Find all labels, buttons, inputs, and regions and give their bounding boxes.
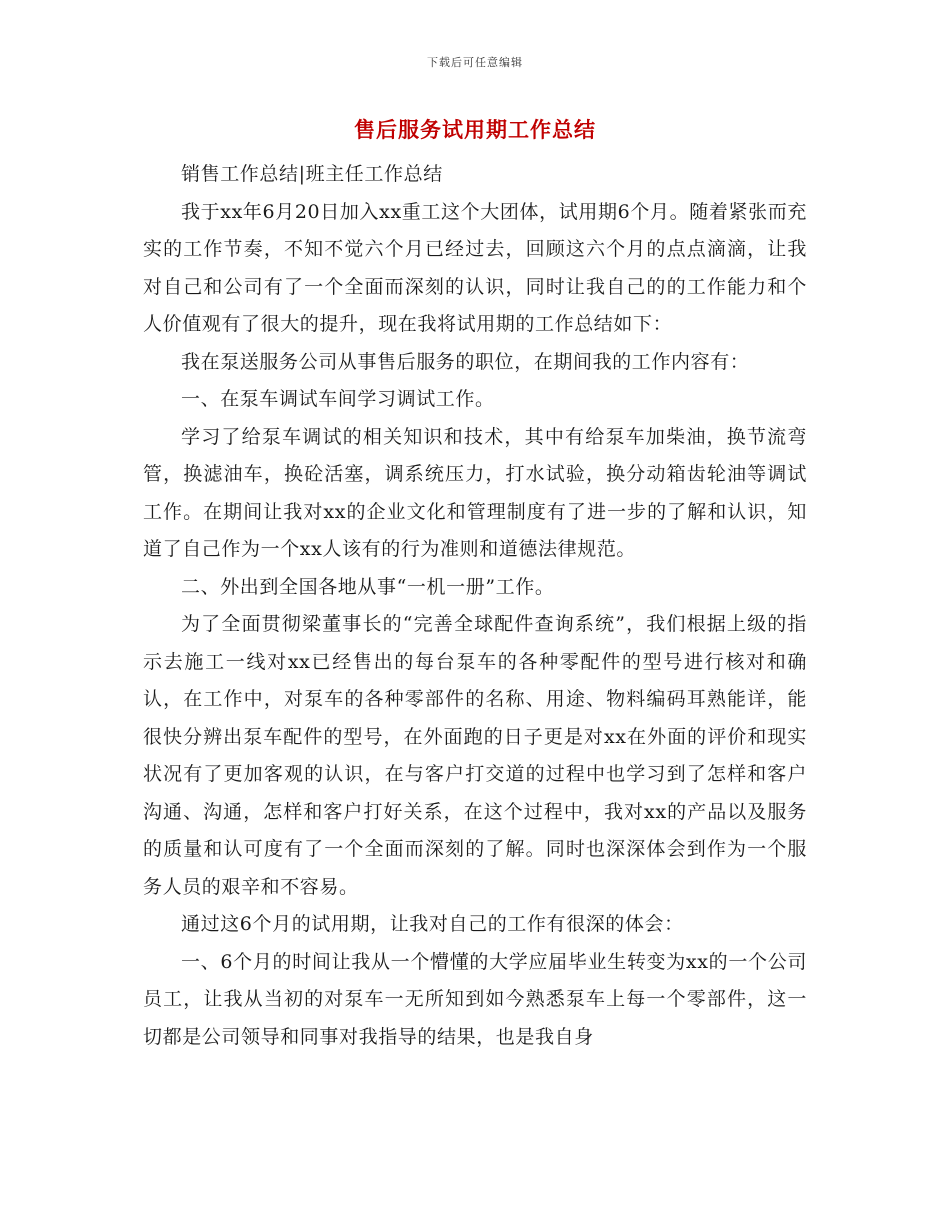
body-paragraph: 为了全面贯彻梁董事长的“完善全球配件查询系统”，我们根据上级的指示去施工一线对xx已经售出的每台泵车的各种零配件的型号进行核对和确认，在工作中，对泵车的各种零部件的名称、用途、物料编码耳熟能详，能很快分辨出泵车配件的型号，在外面跑的日子更是对xx在外面的评价和现实状况有了更加客观的认识，在与客户打交道的过程中也学习到了怎样和客户沟通、沟通，怎样和客户打好关系，在这个过程中，我对xx的产品以及服务的质量和认可度有了一个全面而深刻的了解。同时也深深体会到作为一个服务人员的艰辛和不容易。 [143, 613, 807, 898]
body-paragraph: 一、6个月的时间让我从一个懵懂的大学应届毕业生转变为xx的一个公司员工，让我从当初的对泵车一无所知到如今熟悉泵车上每一个零部件，这一切都是公司领导和同事对我指导的结果，也是我自身 [143, 950, 807, 1048]
body-paragraph: 销售工作总结|班主任工作总结 [181, 163, 443, 185]
page-header-note: 下载后可任意编辑 [427, 56, 523, 69]
body-paragraph: 学习了给泵车调试的相关知识和技术，其中有给泵车加柴油，换节流弯管，换滤油车，换砼活塞，调系统压力，打水试验，换分动箱齿轮油等调试工作。在期间让我对xx的企业文化和管理制度有了进一步的了解和认识，知道了自己作为一个xx人该有的行为准则和道德法律规范。 [143, 425, 807, 560]
document-body [143, 156, 807, 1056]
body-paragraph: 一、在泵车调试车间学习调试工作。 [181, 388, 495, 410]
body-paragraph: 我在泵送服务公司从事售后服务的职位，在期间我的工作内容有： [181, 350, 750, 373]
document-title: 售后服务试用期工作总结 [354, 117, 596, 142]
body-paragraph: 通过这6个月的试用期，让我对自己的工作有很深的体会： [181, 913, 684, 935]
body-paragraph: 二、外出到全国各地从事“一机一册”工作。 [181, 575, 555, 598]
body-paragraph: 我于xx年6月20日加入xx重工这个大团体，试用期6个月。随着紧张而充实的工作节奏，不知不觉六个月已经过去，回顾这六个月的点点滴滴，让我对自己和公司有了一个全面而深刻的认识，同时让我自己的的工作能力和个人价值观有了很大的提升，现在我将试用期的工作总结如下： [143, 200, 807, 335]
